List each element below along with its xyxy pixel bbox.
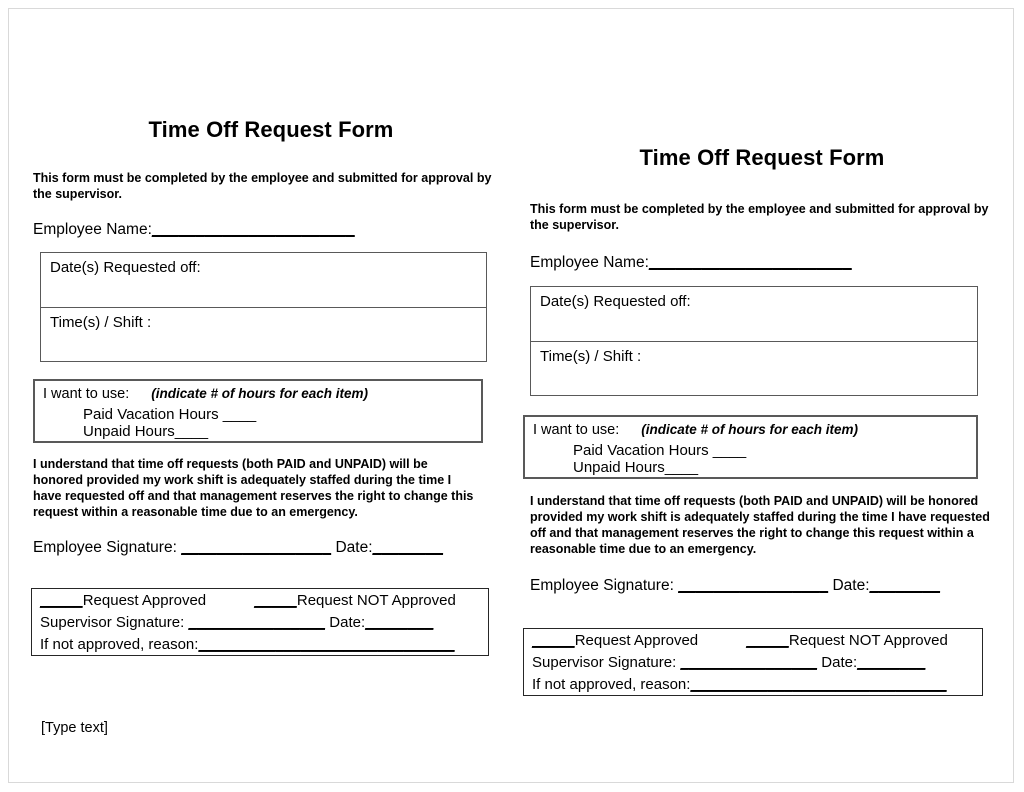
document-page	[8, 8, 1014, 783]
understanding-statement: I understand that time off requests (both PAID and UNPAID) will be honored provided my work shift is adequately staffed during the time I have requested off and that management reserves the right to change this request within a reasonable time due to an emergency.	[530, 493, 990, 557]
paid-vacation-hours-label: Paid Vacation Hours ____	[83, 406, 257, 423]
page-title: Time Off Request Form	[148, 117, 394, 142]
paid-vacation-hours-row[interactable]	[525, 438, 976, 460]
request-approved-label: Request Approved	[574, 631, 699, 649]
unpaid-hours-label: Unpaid Hours____	[83, 422, 209, 440]
understanding-statement: I understand that time off requests (both PAID and UNPAID) will be honored provided my work shift is adequately staffed during the time I have requested off and that management reserves the right to change this request within a reasonable time due to an emergency.	[33, 456, 474, 520]
supervisor-date-label: Date:	[325, 613, 366, 631]
employee-date-blank[interactable]: ________	[869, 576, 941, 594]
if-not-approved-row[interactable]	[32, 633, 488, 655]
supervisor-signature-label: Supervisor Signature:	[40, 613, 189, 631]
dates-times-box	[40, 252, 487, 362]
employee-name-blank[interactable]: _______________________	[151, 221, 355, 238]
approval-options-row[interactable]	[32, 589, 488, 611]
request-not-approved-label: Request NOT Approved	[788, 631, 948, 649]
time-off-request-form-right	[515, 145, 990, 696]
if-not-approved-label: If not approved, reason:	[532, 675, 691, 693]
employee-date-label: Date:	[331, 538, 373, 556]
employee-name-field[interactable]	[530, 254, 985, 272]
times-shift-cell[interactable]	[531, 341, 977, 395]
intro-text: This form must be completed by the employee and submitted for approval by the supervisor.	[530, 202, 989, 232]
unpaid-hours-row[interactable]	[525, 460, 976, 477]
approval-options-row[interactable]	[524, 629, 982, 651]
supervisor-signature-row[interactable]	[524, 651, 982, 673]
employee-signature-row[interactable]	[33, 539, 503, 557]
employee-signature-label: Employee Signature:	[530, 576, 679, 594]
supervisor-date-blank[interactable]: ________	[857, 653, 926, 671]
want-to-use-hint: (indicate # of hours for each item)	[151, 386, 369, 401]
times-shift-cell[interactable]	[41, 307, 486, 361]
if-not-approved-blank[interactable]: ______________________________	[198, 635, 455, 653]
employee-signature-label: Employee Signature:	[33, 538, 182, 556]
employee-signature-row[interactable]	[530, 577, 985, 595]
if-not-approved-blank[interactable]: ______________________________	[690, 675, 947, 693]
want-to-use-hint: (indicate # of hours for each item)	[641, 422, 859, 437]
unpaid-hours-label: Unpaid Hours____	[573, 458, 699, 476]
approval-box	[523, 628, 983, 696]
if-not-approved-label: If not approved, reason:	[40, 635, 199, 653]
request-approved-blank[interactable]: _____	[532, 631, 575, 649]
supervisor-date-label: Date:	[817, 653, 858, 671]
want-to-use-box	[33, 379, 483, 443]
request-approved-label: Request Approved	[82, 591, 207, 609]
dates-requested-cell[interactable]	[531, 287, 977, 341]
approval-box	[31, 588, 489, 656]
supervisor-signature-blank[interactable]: ________________	[188, 613, 326, 631]
dates-times-box	[530, 286, 978, 396]
request-not-approved-blank[interactable]: _____	[746, 631, 789, 649]
employee-signature-blank[interactable]: _________________	[181, 538, 332, 556]
employee-date-blank[interactable]: ________	[372, 538, 444, 556]
request-approved-blank[interactable]: _____	[40, 591, 83, 609]
intro-text: This form must be completed by the employee and submitted for approval by the supervisor.	[33, 171, 492, 201]
times-shift-label: Time(s) / Shift :	[540, 348, 642, 365]
request-not-approved-label: Request NOT Approved	[296, 591, 456, 609]
type-text-placeholder[interactable]: [Type text]	[41, 720, 108, 736]
supervisor-signature-label: Supervisor Signature:	[532, 653, 681, 671]
employee-date-label: Date:	[828, 576, 870, 594]
employee-name-blank[interactable]: _______________________	[648, 254, 852, 271]
want-to-use-label: I want to use:	[43, 386, 130, 402]
employee-name-label: Employee Name:	[530, 254, 649, 271]
paid-vacation-hours-row[interactable]	[35, 402, 481, 424]
paid-vacation-hours-label: Paid Vacation Hours ____	[573, 442, 747, 459]
supervisor-date-blank[interactable]: ________	[365, 613, 434, 631]
request-not-approved-blank[interactable]: _____	[254, 591, 297, 609]
want-to-use-header	[525, 417, 976, 438]
employee-signature-blank[interactable]: _________________	[678, 576, 829, 594]
supervisor-signature-row[interactable]	[32, 611, 488, 633]
time-off-request-form-left	[33, 117, 503, 736]
dates-requested-label: Date(s) Requested off:	[50, 259, 201, 276]
supervisor-signature-blank[interactable]: ________________	[680, 653, 818, 671]
dates-requested-cell[interactable]	[41, 253, 486, 307]
want-to-use-box	[523, 415, 978, 479]
want-to-use-label: I want to use:	[533, 422, 620, 438]
dates-requested-label: Date(s) Requested off:	[540, 293, 691, 310]
times-shift-label: Time(s) / Shift :	[50, 314, 152, 331]
want-to-use-header	[35, 381, 481, 402]
employee-name-label: Employee Name:	[33, 221, 152, 238]
unpaid-hours-row[interactable]	[35, 424, 481, 441]
if-not-approved-row[interactable]	[524, 673, 982, 695]
employee-name-field[interactable]	[33, 221, 503, 239]
page-title: Time Off Request Form	[639, 145, 885, 170]
